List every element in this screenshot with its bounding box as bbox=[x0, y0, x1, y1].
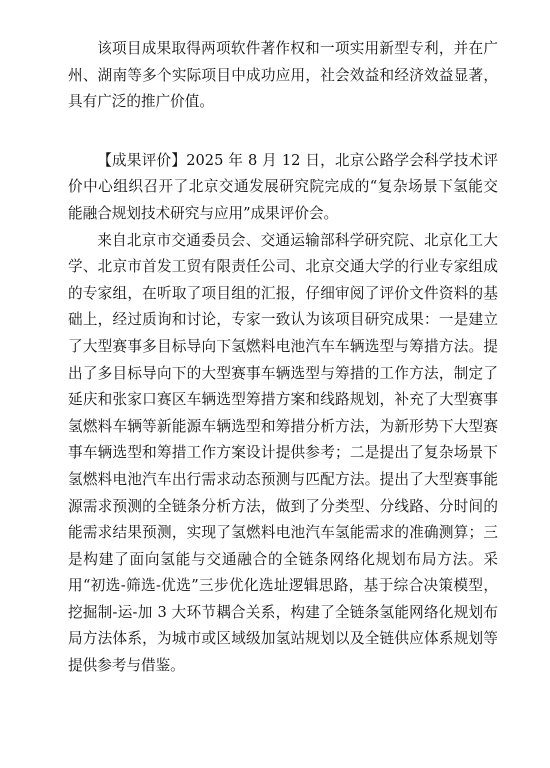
paragraph-evaluation-meeting: 【成果评价】2025 年 8 月 12 日，北京公路学会科学技术评价中心组织召开了北京交通发展研究院完成的“复杂场景下氢能交能融合规划技术研究与应用”成果评价会。 bbox=[68, 151, 498, 222]
paragraph-gap bbox=[68, 116, 498, 148]
paragraph-achievement-summary: 该项目成果取得两项软件著作权和一项实用新型专利，并在广州、湖南等多个实际项目中成功应用，社会效益和经济效益显著，具有广泛的推广价值。 bbox=[68, 40, 498, 111]
document-page bbox=[68, 36, 498, 680]
paragraph-expert-conclusion: 来自北京市交通委员会、交通运输部科学研究院、北京化工大学、北京市首发工贸有限责任公司、北京交通大学的行业专家组成的专家组，在听取了项目组的汇报，仔细审阅了评价文件资料的基础上，经过质询和讨论，专家一致认为该项目研究成果：一是建立了大型赛事多目标导向下氢燃料电池汽车车辆选型与筹措方法。提出了多目标导向下的大型赛事车辆选型与筹措的工作方法，制定了延庆和张家口赛区车辆选型筹措方案和线路规划，补充了大型赛事氢燃料车辆等新能源车辆选型和筹措分析方法，为新形势下大型赛事车辆选型和筹措工作方案设计提供参考；二是提出了复杂场景下氢燃料电池汽车出行需求动态预测与匹配方法。提出了大型赛事能源需求预测的全链条分析方法，做到了分类型、分线路、分时间的能需求结果预测，实现了氢燃料电池汽车氢能需求的准确测算；三是构建了面向氢能与交通融合的全链条网络化规划布局方法。采用“初选-筛选-优选”三步优化选址逻辑思路，基于综合决策模型，挖掘制-运-加 3 大环节耦合关系，构建了全链条氢能网络化规划布局方法体系，为城市或区域级加氢站规划以及全链供应体系规划等提供参考与借鉴。 bbox=[68, 231, 498, 675]
